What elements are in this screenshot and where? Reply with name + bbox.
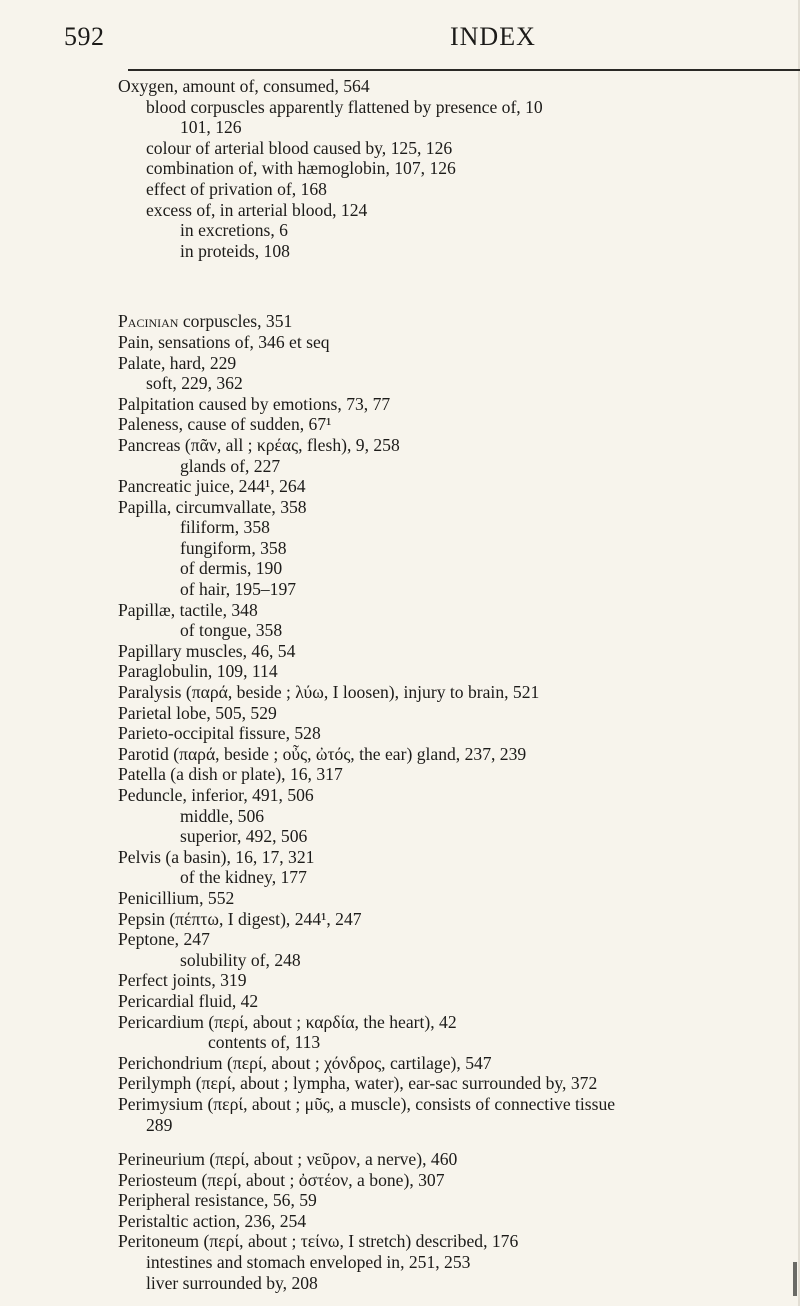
index-subentry: middle, 506 [180,805,265,826]
index-entry: Perineurium (περί, about ; νεῦρον, a nerve), 460 [118,1149,458,1170]
index-subentry: filiform, 358 [180,517,270,538]
index-entry: Pericardium (περί, about ; καρδία, the heart), 42 [118,1011,457,1032]
index-subentry: 289 [146,1114,173,1135]
index-entry: Pancreatic juice, 244¹, 264 [118,476,306,497]
index-entry: Parietal lobe, 505, 529 [118,702,277,723]
index-subentry: intestines and stomach enveloped in, 251, 253 [146,1252,471,1273]
index-subentry: soft, 229, 362 [146,373,243,394]
index-subentry: combination of, with hæmoglobin, 107, 126 [146,158,456,179]
page-edge-mark [793,1262,797,1296]
index-entry: Perimysium (περί, about ; μῦς, a muscle), consists of connective tissue [118,1093,616,1114]
index-entry: Palpitation caused by emotions, 73, 77 [118,393,391,414]
index-subentry: in proteids, 108 [180,240,290,261]
index-subentry: solubility of, 248 [180,949,301,970]
index-subentry: of dermis, 190 [180,558,283,579]
index-entry: Perichondrium (περί, about ; χόνδρος, cartilage), 547 [118,1052,492,1073]
index-entry: Papillæ, tactile, 348 [118,599,258,620]
index-entry: Pelvis (a basin), 16, 17, 321 [118,846,315,867]
index-subentry: fungiform, 358 [180,537,287,558]
index-entry: Peritoneum (περί, about ; τείνω, I stretch) described, 176 [118,1231,519,1252]
index-entry: Pepsin (πέπτω, I digest), 244¹, 247 [118,908,362,929]
index-entry: Perilymph (περί, about ; lympha, water), ear-sac surrounded by, 372 [118,1073,598,1094]
index-subentry: in excretions, 6 [180,220,288,241]
index-subentry: glands of, 227 [180,455,281,476]
index-entry: Paraglobulin, 109, 114 [118,661,278,682]
index-entry: Perfect joints, 319 [118,970,247,991]
index-entry: Peripheral resistance, 56, 59 [118,1190,317,1211]
index-entry: Pericardial fluid, 42 [118,990,259,1011]
index-entry: Parotid (παρά, beside ; οὖς, ὠτός, the ear) gland, 237, 239 [118,743,527,764]
index-entry: Pain, sensations of, 346 et seq [118,331,330,352]
index-subentry: contents of, 113 [208,1032,321,1053]
header-rule [128,69,800,71]
index-entry: Pancreas (πᾶν, all ; κρέας, flesh), 9, 258 [118,434,400,455]
index-entry: Periosteum (περί, about ; ὀστέον, a bone), 307 [118,1169,445,1190]
index-entry: Peduncle, inferior, 491, 506 [118,785,314,805]
index-entry: Papilla, circumvallate, 358 [118,496,307,517]
index-entry: Peristaltic action, 236, 254 [118,1210,307,1231]
section-gap [118,261,800,311]
index-subentry: 101, 126 [180,117,242,138]
index-subentry: blood corpuscles apparently flattened by presence of, 10 [146,96,543,117]
running-head: INDEX [450,22,536,51]
index-entry: Papillary muscles, 46, 54 [118,640,296,661]
index-entry: Paralysis (παρά, beside ; λύω, I loosen), injury to brain, 521 [118,682,540,703]
index-entries [118,76,800,1293]
index-entry: Parieto-occipital fissure, 528 [118,723,321,744]
index-subentry: effect of privation of, 168 [146,178,327,199]
index-entry: Palate, hard, 229 [118,352,237,373]
index-entry: Penicillium, 552 [118,887,235,908]
index-entry: Pacinian corpuscles, 351 [118,311,293,332]
index-entry: Peptone, 247 [118,929,210,950]
index-subentry: of tongue, 358 [180,620,283,641]
index-subentry: excess of, in arterial blood, 124 [146,199,368,220]
index-entry: Patella (a dish or plate), 16, 317 [118,764,343,785]
index-subentry: colour of arterial blood caused by, 125, 126 [146,137,453,158]
index-subentry: superior, 492, 506 [180,826,308,847]
index-subentry: of hair, 195–197 [180,579,297,600]
page-number: 592 [64,22,105,51]
index-subentry: of the kidney, 177 [180,867,307,888]
index-entry: Paleness, cause of sudden, 67¹ [118,414,332,435]
index-subentry: liver surrounded by, 208 [146,1272,318,1293]
index-entry: Oxygen, amount of, consumed, 564 [118,76,370,96]
section-gap [118,1135,800,1149]
